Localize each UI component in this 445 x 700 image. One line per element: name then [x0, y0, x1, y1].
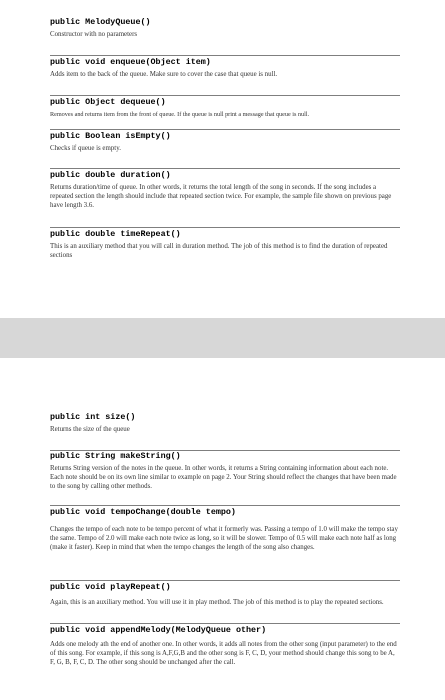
divider: [50, 227, 400, 228]
method-description: This is an auxiliary method that you will call in duration method. The job of this method is to find the duration of repeated sections: [50, 243, 388, 259]
method-description: Returns String version of the notes in the queue. In other words, it returns a String containing information about each note. Each note should be on its own line similar to example on page 2. Your String should reflect the changes that have been made to the song by calling other methods.: [50, 465, 397, 490]
method-entry: [50, 97, 400, 120]
method-entry: [50, 57, 400, 80]
method-description: Returns the size of the queue: [50, 426, 130, 433]
method-entry: [50, 412, 400, 435]
document-page-top: [0, 0, 445, 318]
divider: [50, 168, 400, 169]
method-entry: [50, 131, 400, 154]
method-description: Adds one melody ath the end of another one. In other words, it adds all notes from the other song (input parameter) to the end of this song. For example, if this song is A,F,G,B and the other song is F, C, D, your method should change this song to be A, F, G, B, F, C, D. The other song should be unchanged after the call.: [50, 641, 397, 666]
method-signature: public Boolean isEmpty(): [50, 131, 171, 141]
method-signature: public void appendMelody(MelodyQueue other): [50, 625, 267, 635]
divider: [50, 580, 400, 581]
method-description: Removes and returns item from the front of queue. If the queue is null print a message that queue is null.: [50, 111, 310, 118]
method-signature: public void enqueue(Object item): [50, 57, 211, 67]
method-signature: public int size(): [50, 412, 136, 422]
divider: [50, 55, 400, 56]
method-description: Changes the tempo of each note to be tempo percent of what it formerly was. Passing a tempo of 1.0 will make the tempo stay the same. Tempo of 2.0 will make each note twice as long, so it will be slower. Tempo of 0.5 will make each note half as long (make it faster). Keep in mind that when the tempo changes the length of the song also changes.: [50, 526, 398, 551]
method-signature: public Object dequeue(): [50, 97, 166, 107]
method-entry: [50, 17, 400, 40]
method-entry: [50, 170, 400, 210]
method-entry: [50, 582, 400, 608]
document-page-bottom: [0, 358, 445, 700]
method-entry: [50, 507, 400, 552]
method-entry: [50, 625, 400, 667]
method-entry: [50, 451, 400, 491]
method-description: Constructor with no parameters: [50, 31, 138, 38]
divider: [50, 129, 400, 130]
method-entry: [50, 229, 400, 261]
method-signature: public void playRepeat(): [50, 582, 171, 592]
method-description: Adds item to the back of the queue. Make sure to cover the case that queue is null.: [50, 71, 278, 78]
divider: [50, 623, 400, 624]
method-signature: public MelodyQueue(): [50, 17, 151, 27]
divider: [50, 505, 400, 506]
method-signature: public double timeRepeat(): [50, 229, 181, 239]
method-signature: public String makeString(): [50, 451, 181, 461]
method-signature: public void tempoChange(double tempo): [50, 507, 236, 517]
divider: [50, 95, 400, 96]
method-signature: public double duration(): [50, 170, 171, 180]
method-description: Checks if queue is empty.: [50, 145, 121, 152]
page-separator: [0, 318, 445, 358]
method-description: Again, this is an auxiliary method. You will use it in play method. The job of this method is to play the repeated sections.: [50, 599, 384, 606]
method-description: Returns duration/time of queue. In other words, it returns the total length of the song in seconds. If the song includes a repeated section the length should include that repeated section twice. For example, the sample file shown on previous page have length 3.6.: [50, 184, 392, 209]
